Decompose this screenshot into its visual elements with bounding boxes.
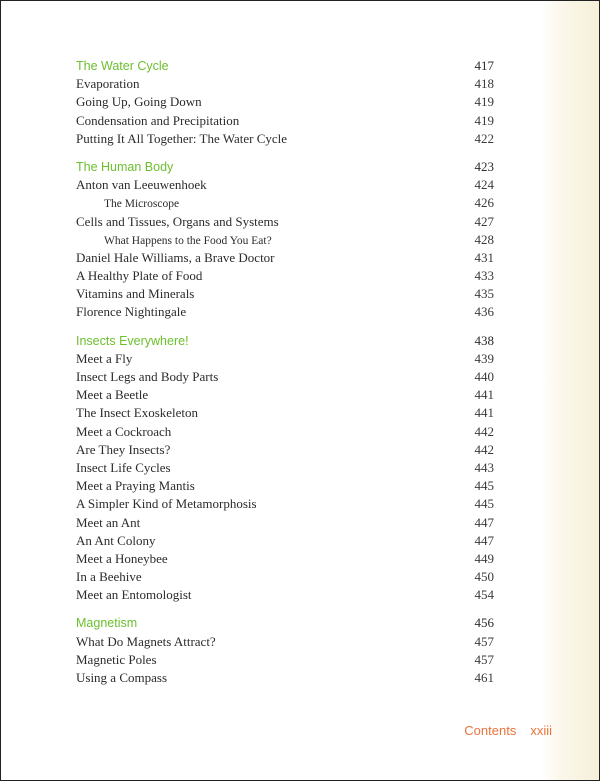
entry-title: What Happens to the Food You Eat?	[104, 234, 272, 247]
page-footer	[464, 723, 552, 738]
entry-title: Meet a Honeybee	[76, 550, 168, 566]
toc-entry	[76, 478, 494, 496]
entry-page-number: 427	[474, 213, 494, 229]
toc-entry	[76, 94, 494, 112]
toc-subentry	[76, 232, 494, 250]
toc-entry	[76, 533, 494, 551]
entry-title: Evaporation	[76, 76, 140, 92]
toc-entry	[76, 268, 494, 286]
entry-title: In a Beehive	[76, 569, 142, 585]
toc-entry	[76, 460, 494, 478]
entry-title: Insect Legs and Body Parts	[76, 369, 219, 384]
entry-title: An Ant Colony	[76, 532, 156, 548]
entry-title: The Insect Exoskeleton	[76, 405, 199, 421]
entry-title: Meet an Entomologist	[76, 587, 192, 603]
toc-entry	[76, 587, 494, 605]
section-heading	[76, 333, 494, 351]
entry-title: Using a Compass	[76, 670, 167, 685]
toc-entry	[76, 424, 494, 442]
entry-title: What Do Magnets Attract?	[76, 633, 216, 649]
toc-entry	[76, 369, 494, 387]
entry-page-number: 431	[474, 249, 494, 265]
toc-entry	[76, 496, 494, 514]
toc-section	[76, 159, 494, 323]
entry-page-number: 441	[474, 387, 494, 403]
toc-entry	[76, 304, 494, 322]
toc-entry	[76, 515, 494, 533]
entry-page-number: 439	[474, 350, 494, 366]
entry-page-number: 445	[474, 496, 494, 512]
entry-title: Meet a Praying Mantis	[76, 478, 195, 494]
section-page-number: 438	[474, 332, 494, 348]
entry-page-number: 457	[474, 633, 494, 649]
entry-page-number: 440	[474, 369, 494, 384]
toc-entry	[76, 131, 494, 149]
toc-entry	[76, 387, 494, 405]
toc-entry	[76, 551, 494, 569]
section-title: The Human Body	[76, 159, 174, 174]
table-of-contents	[76, 58, 494, 698]
toc-entry	[76, 286, 494, 304]
entry-title: Going Up, Going Down	[76, 94, 202, 110]
toc-entry	[76, 214, 494, 232]
entry-page-number: 442	[474, 423, 494, 439]
entry-page-number: 449	[474, 550, 494, 566]
entry-title: Insect Life Cycles	[76, 459, 171, 475]
entry-title: Cells and Tissues, Organs and Systems	[76, 213, 279, 229]
entry-page-number: 454	[474, 587, 494, 603]
entry-title: Meet a Fly	[76, 350, 133, 366]
entry-title: A Healthy Plate of Food	[76, 268, 203, 284]
toc-entry	[76, 250, 494, 268]
toc-section	[76, 615, 494, 688]
footer-label: Contents	[464, 723, 517, 738]
entry-title: Meet an Ant	[76, 514, 141, 530]
toc-section	[76, 58, 494, 149]
entry-page-number: 426	[474, 195, 494, 211]
toc-entry	[76, 177, 494, 195]
section-page-number: 456	[474, 615, 494, 631]
section-heading	[76, 159, 494, 177]
entry-title: Magnetic Poles	[76, 651, 157, 667]
entry-title: Florence Nightingale	[76, 304, 187, 320]
entry-page-number: 445	[474, 478, 494, 494]
toc-entry	[76, 569, 494, 587]
entry-title: Anton van Leeuwenhoek	[76, 177, 207, 193]
entry-page-number: 436	[474, 304, 494, 320]
entry-page-number: 447	[474, 514, 494, 530]
entry-title: Putting It All Together: The Water Cycle	[76, 130, 288, 146]
toc-entry	[76, 442, 494, 460]
toc-entry	[76, 113, 494, 131]
section-title: The Water Cycle	[76, 59, 169, 73]
entry-page-number: 418	[474, 76, 494, 92]
toc-entry	[76, 652, 494, 670]
entry-page-number: 428	[474, 231, 494, 247]
entry-title: Daniel Hale Williams, a Brave Doctor	[76, 249, 275, 265]
entry-page-number: 422	[474, 130, 494, 146]
entry-title: Meet a Beetle	[76, 387, 149, 403]
footer-page-number: xxiii	[530, 723, 552, 738]
entry-page-number: 433	[474, 268, 494, 284]
section-page-number: 417	[474, 58, 494, 73]
entry-page-number: 435	[474, 286, 494, 302]
toc-entry	[76, 351, 494, 369]
section-page-number: 423	[474, 158, 494, 174]
entry-page-number: 419	[474, 94, 494, 110]
entry-title: Vitamins and Minerals	[76, 286, 195, 302]
entry-title: The Microscope	[104, 198, 180, 211]
entry-title: A Simpler Kind of Metamorphosis	[76, 496, 257, 512]
entry-page-number: 419	[474, 112, 494, 128]
entry-page-number: 461	[474, 670, 494, 685]
entry-page-number: 447	[474, 532, 494, 548]
toc-subentry	[76, 195, 494, 213]
toc-entry	[76, 76, 494, 94]
entry-title: Are They Insects?	[76, 441, 171, 457]
section-title: Insects Everywhere!	[76, 333, 189, 348]
entry-page-number: 443	[474, 459, 494, 475]
toc-entry	[76, 405, 494, 423]
section-heading	[76, 58, 494, 76]
section-heading	[76, 615, 494, 633]
toc-entry	[76, 670, 494, 688]
section-title: Magnetism	[76, 616, 138, 631]
toc-entry	[76, 634, 494, 652]
entry-title: Condensation and Precipitation	[76, 112, 240, 128]
entry-page-number: 450	[474, 569, 494, 585]
entry-page-number: 442	[474, 441, 494, 457]
entry-title: Meet a Cockroach	[76, 423, 172, 439]
entry-page-number: 441	[474, 405, 494, 421]
toc-section	[76, 333, 494, 606]
entry-page-number: 457	[474, 651, 494, 667]
entry-page-number: 424	[474, 177, 494, 193]
